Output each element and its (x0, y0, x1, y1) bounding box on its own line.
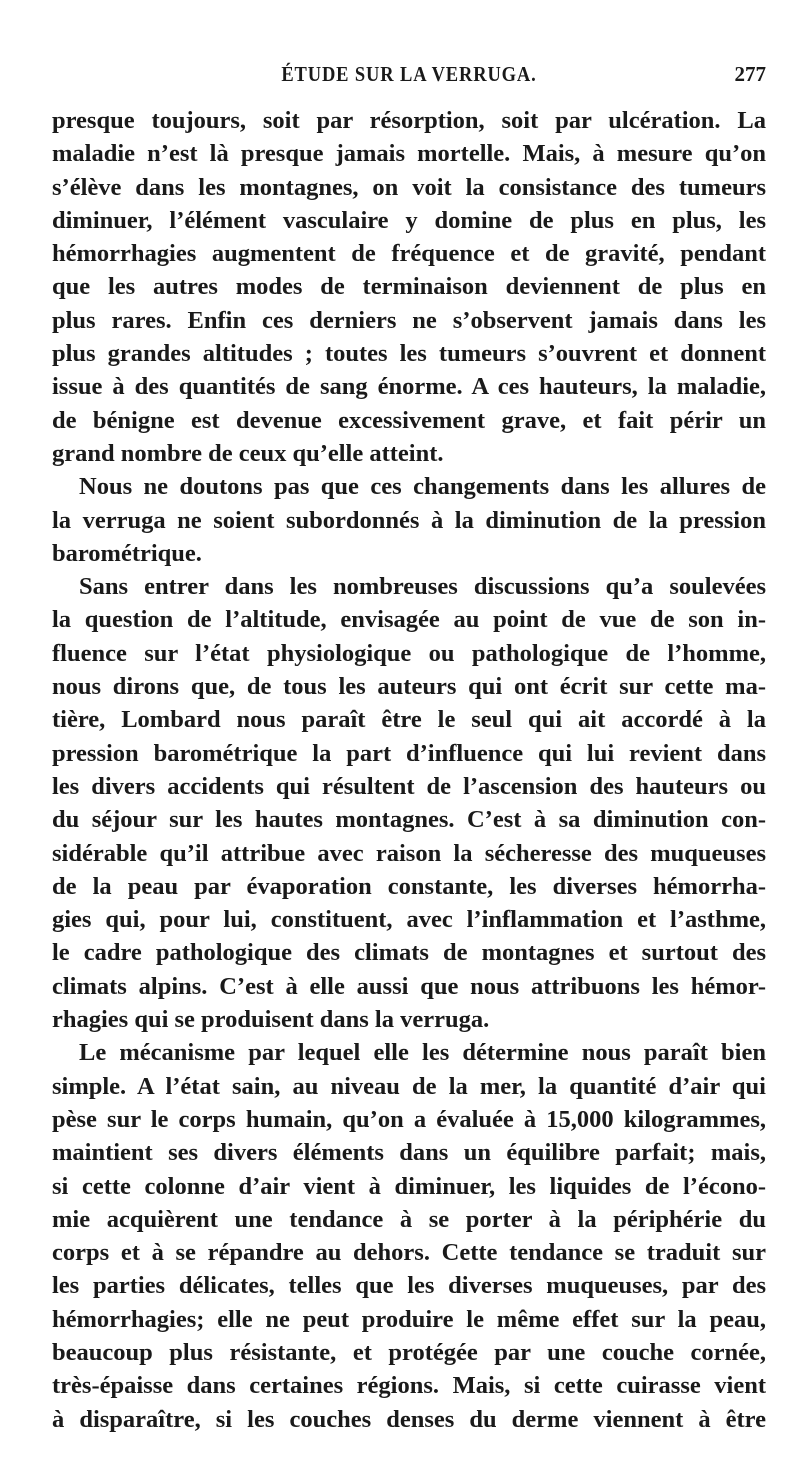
text-line: du séjour sur les hautes montagnes. C’est à sa diminution con- (52, 806, 766, 834)
text-line: fluence sur l’état physiologique ou pathologique de l’homme, (52, 639, 766, 667)
text-line: hémorrhagies; elle ne peut produire le même effet sur la peau, (52, 1305, 766, 1333)
text-line: les divers accidents qui résultent de l’ascension des hauteurs ou (52, 772, 766, 800)
text-line: sidérable qu’il attribue avec raison la sécheresse des muqueuses (52, 839, 766, 867)
text-line: mie acquièrent une tendance à se porter à la périphérie du (52, 1205, 766, 1233)
page-number: 277 (734, 62, 766, 86)
text-line: presque toujours, soit par résorption, soit par ulcération. La (52, 107, 766, 134)
text-line: rhagies qui se produisent dans la verruga. (52, 1006, 490, 1034)
text-line: la question de l’altitude, envisagée au point de vue de son in- (52, 606, 766, 634)
page-header (52, 62, 766, 92)
text-line: climats alpins. C’est à elle aussi que nous attribuons les hémor- (52, 972, 766, 1000)
text-line: corps et à se répandre au dehors. Cette tendance se traduit sur (52, 1239, 766, 1267)
text-line: la verruga ne soient subordonnés à la diminution de la pression (52, 506, 766, 534)
text-line: plus rares. Enfin ces derniers ne s’observent jamais dans les (52, 306, 766, 334)
running-title: ÉTUDE SUR LA VERRUGA. (281, 62, 537, 86)
text-line: maintient ses divers éléments dans un équilibre parfait; mais, (52, 1139, 766, 1167)
text-line: maladie n’est là presque jamais mortelle. Mais, à mesure qu’on (52, 140, 766, 168)
text-line: plus grandes altitudes ; toutes les tumeurs s’ouvrent et donnent (52, 340, 766, 368)
text-line: barométrique. (52, 539, 202, 567)
text-line: Sans entrer dans les nombreuses discussions qu’a soulevées (79, 573, 766, 601)
text-line: diminuer, l’élément vasculaire y domine de plus en plus, les (52, 206, 766, 234)
text-line: beaucoup plus résistante, et protégée par une couche cornée, (52, 1338, 766, 1366)
text-line: les parties délicates, telles que les diverses muqueuses, par des (52, 1272, 766, 1300)
text-line: très-épaisse dans certaines régions. Mais, si cette cuirasse vient (52, 1372, 766, 1400)
text-line: de la peau par évaporation constante, les diverses hémorrha- (52, 872, 766, 900)
text-line: Le mécanisme par lequel elle les détermine nous paraît bien (79, 1039, 766, 1067)
text-line: le cadre pathologique des climats de montagnes et surtout des (52, 939, 766, 967)
text-line: simple. A l’état sain, au niveau de la mer, la quantité d’air qui (52, 1072, 766, 1100)
text-line: à disparaître, si les couches denses du derme viennent à être (52, 1405, 766, 1433)
text-line: grand nombre de ceux qu’elle atteint. (52, 439, 444, 467)
text-line: pression barométrique la part d’influence qui lui revient dans (52, 739, 766, 767)
text-line: hémorrhagies augmentent de fréquence et de gravité, pendant (52, 240, 766, 268)
text-line: que les autres modes de terminaison deviennent de plus en (52, 273, 766, 301)
text-line: pèse sur le corps humain, qu’on a évaluée à 15,000 kilogrammes, (52, 1105, 766, 1133)
text-line: de bénigne est devenue excessivement grave, et fait périr un (52, 406, 766, 434)
body-text (52, 104, 766, 1436)
text-line: si cette colonne d’air vient à diminuer, les liquides de l’écono- (52, 1172, 766, 1200)
text-line: s’élève dans les montagnes, on voit la consistance des tumeurs (52, 173, 766, 201)
text-line: nous dirons que, de tous les auteurs qui ont écrit sur cette ma- (52, 673, 766, 701)
text-line: issue à des quantités de sang énorme. A ces hauteurs, la maladie, (52, 373, 766, 401)
text-line: Nous ne doutons pas que ces changements dans les allures de (79, 473, 766, 501)
text-line: gies qui, pour lui, constituent, avec l’inflammation et l’asthme, (52, 906, 766, 934)
text-line: tière, Lombard nous paraît être le seul qui ait accordé à la (52, 706, 766, 734)
